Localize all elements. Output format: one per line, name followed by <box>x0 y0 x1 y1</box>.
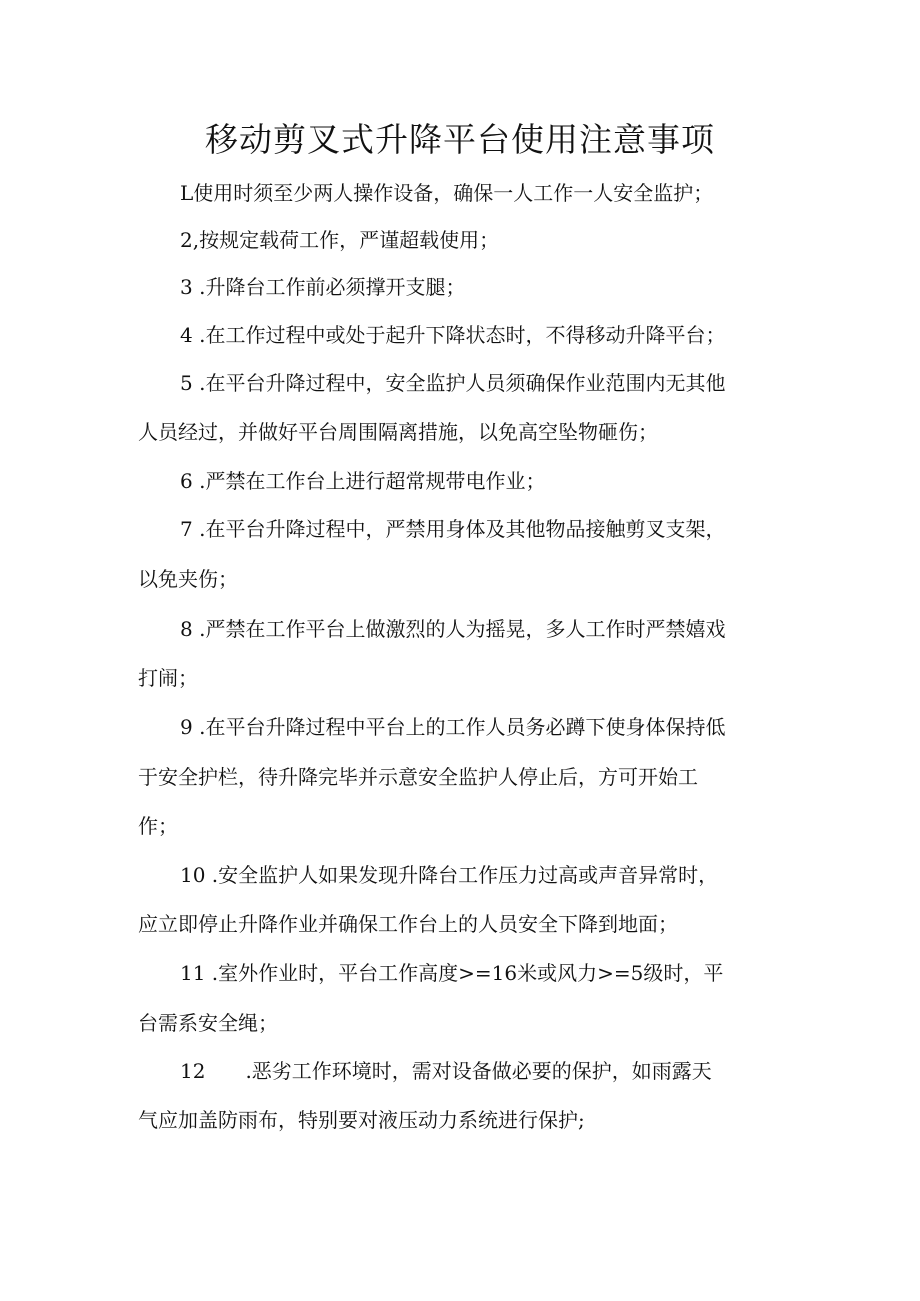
item-12-line-2: 气应加盖防雨布，特别要对液压动力系统进行保护; <box>138 1108 585 1132</box>
item-4-line-1: 4 .在工作过程中或处于起升下降状态时，不得移动升降平台； <box>180 323 726 347</box>
item-8-line-1: 8 .严禁在工作平台上做激烈的人为摇晃，多人工作时严禁嬉戏 <box>180 617 726 641</box>
item-5-line-2: 人员经过，并做好平台周围隔离措施，以免高空坠物砸伤； <box>138 420 658 444</box>
item-12-line-1 <box>180 1057 712 1085</box>
document-title: 移动剪叉式升降平台使用注意事项 <box>205 120 715 159</box>
item-6-line-1: 6 .严禁在工作台上进行超常规带电作业； <box>180 469 546 493</box>
item-12-text: .恶劣工作环境时，需对设备做必要的保护，如雨露天 <box>245 1059 712 1083</box>
item-7-line-2: 以免夹伤； <box>138 567 238 591</box>
item-7-line-1: 7 .在平台升降过程中，严禁用身体及其他物品接触剪叉支架， <box>180 517 726 541</box>
item-2-line-1: 2,按规定载荷工作，严谨超载使用； <box>180 228 500 252</box>
item-1-line-1: L使用时须至少两人操作设备，确保一人工作一人安全监护； <box>180 181 714 205</box>
item-10-line-2: 应立即停止升降作业并确保工作台上的人员安全下降到地面； <box>138 912 678 936</box>
item-11-line-2: 台需系安全绳； <box>138 1011 278 1035</box>
item-10-line-1: 10 .安全监护人如果发现升降台工作压力过高或声音异常时， <box>180 863 719 887</box>
item-9-line-3: 作； <box>138 814 178 838</box>
item-9-line-2: 于安全护栏，待升降完毕并示意安全监护人停止后，方可开始工 <box>138 765 698 789</box>
item-9-line-1: 9 .在平台升降过程中平台上的工作人员务必蹲下使身体保持低 <box>180 715 726 739</box>
item-12-number: 12 <box>180 1059 206 1083</box>
item-3-line-1: 3 .升降台工作前必须撑开支腿； <box>180 275 466 299</box>
item-11-line-1: 11 .室外作业时，平台工作高度>=16米或风力>=5级时，平 <box>180 961 724 985</box>
item-8-line-2: 打闹； <box>138 666 198 690</box>
item-5-line-1: 5 .在平台升降过程中，安全监护人员须确保作业范围内无其他 <box>180 371 726 395</box>
